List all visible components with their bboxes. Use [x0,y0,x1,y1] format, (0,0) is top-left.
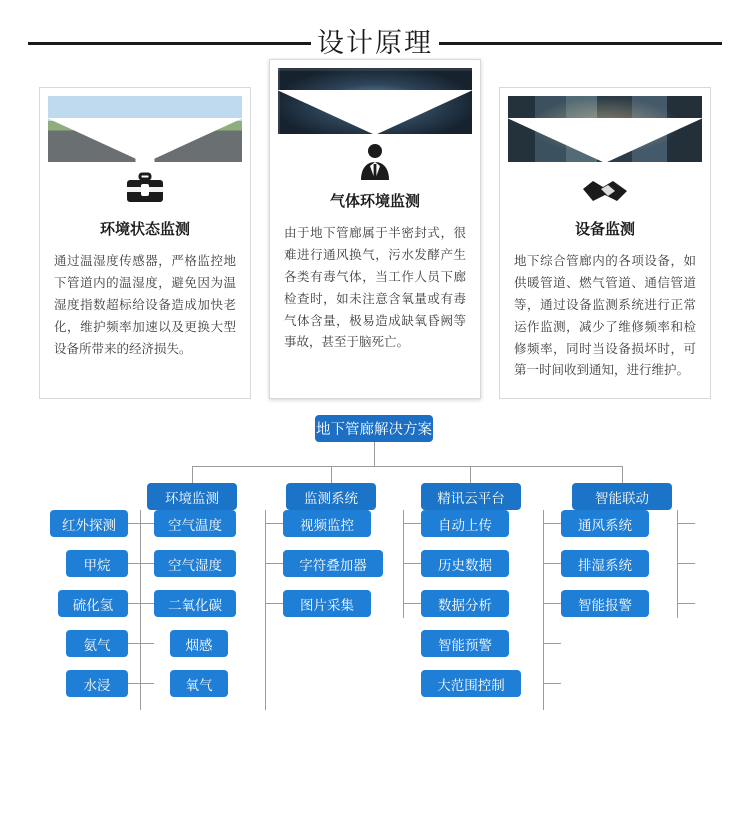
feature-card [269,59,481,399]
tree-leaf-node[interactable]: 氨气 [66,630,128,657]
tree-connector [470,466,471,483]
tree-leaf-node[interactable]: 二氧化碳 [154,590,236,617]
tree-leaf-node[interactable]: 智能报警 [561,590,649,617]
tree-leaf-node[interactable]: 水浸 [66,670,128,697]
corridor-photo [508,96,702,162]
tree-leaf-node[interactable]: 图片采集 [283,590,371,617]
tree-leaf-node[interactable]: 视频监控 [283,510,371,537]
feature-card [39,87,251,399]
tree-leaf-node[interactable]: 自动上传 [421,510,509,537]
highway-photo [48,96,242,162]
card-title: 环境状态监测 [99,221,190,238]
tree-leaf-node[interactable]: 历史数据 [421,550,509,577]
tree-leaf-node[interactable]: 通风系统 [561,510,649,537]
tree-connector [192,466,622,467]
tree-connector [265,510,266,710]
tree-connector [543,510,544,710]
tree-leaf-node[interactable]: 硫化氢 [58,590,128,617]
tree-connector [374,442,375,466]
feature-card [499,87,711,399]
card-text: 通过温湿度传感器，严格监控地下管道内的温湿度，避免因为温湿度指数超标给设备造成加快老化，维护频率加速以及更换大型设备所带来的经济损失。 [54,254,236,356]
tree-leaf-node[interactable]: 数据分析 [421,590,509,617]
feature-card-list [0,87,750,399]
tree-root-node[interactable]: 地下管廊解决方案 [315,415,433,442]
tree-leaf-node[interactable]: 空气湿度 [154,550,236,577]
tree-connector [622,466,623,483]
tree-branch-node[interactable]: 监测系统 [286,483,376,510]
tree-connector [677,510,678,618]
tree-leaf-node[interactable]: 排湿系统 [561,550,649,577]
tree-leaf-node[interactable]: 红外探测 [50,510,128,537]
handshake-icon [500,168,710,212]
tunnel-photo [278,68,472,134]
page-title-row [0,30,750,57]
tree-leaf-node[interactable]: 空气温度 [154,510,236,537]
tree-leaf-node[interactable]: 智能预警 [421,630,509,657]
tree-leaf-node[interactable]: 氧气 [170,670,228,697]
tree-connector [331,466,332,483]
tree-branch-node[interactable]: 智能联动 [572,483,672,510]
page-title: 设计原理 [317,28,433,58]
title-rule-right [439,42,722,45]
card-text: 地下综合管廊内的各项设备，如供暖管道、燃气管道、通信管道等，通过设备监测系统进行正常运作监测，减少了维修频率和检修频率，同时当设备损坏时，可第一时间收到通知，进行维护。 [514,254,696,378]
card-title: 气体环境监测 [329,193,420,210]
tree-branch-node[interactable]: 环境监测 [147,483,237,510]
solution-tree [0,415,750,745]
toolbox-icon [40,168,250,212]
tree-leaf-node[interactable]: 字符叠加器 [283,550,383,577]
tree-leaf-node[interactable]: 大范围控制 [421,670,521,697]
tree-branch-node[interactable]: 精讯云平台 [421,483,521,510]
tree-connector [140,510,141,710]
title-rule-left [28,42,311,45]
card-title: 设备监测 [574,221,635,238]
tree-connector [403,510,404,618]
worker-icon [270,140,480,184]
tree-leaf-node[interactable]: 烟感 [170,630,228,657]
tree-connector [192,466,193,483]
tree-leaf-node[interactable]: 甲烷 [66,550,128,577]
card-text: 由于地下管廊属于半密封式，很难进行通风换气，污水发酵产生各类有毒气体，当工作人员下廊检查时，如未注意含氧量或有毒气体含量，极易造成缺氧昏阙等事故，甚至于脑死亡。 [284,226,466,350]
